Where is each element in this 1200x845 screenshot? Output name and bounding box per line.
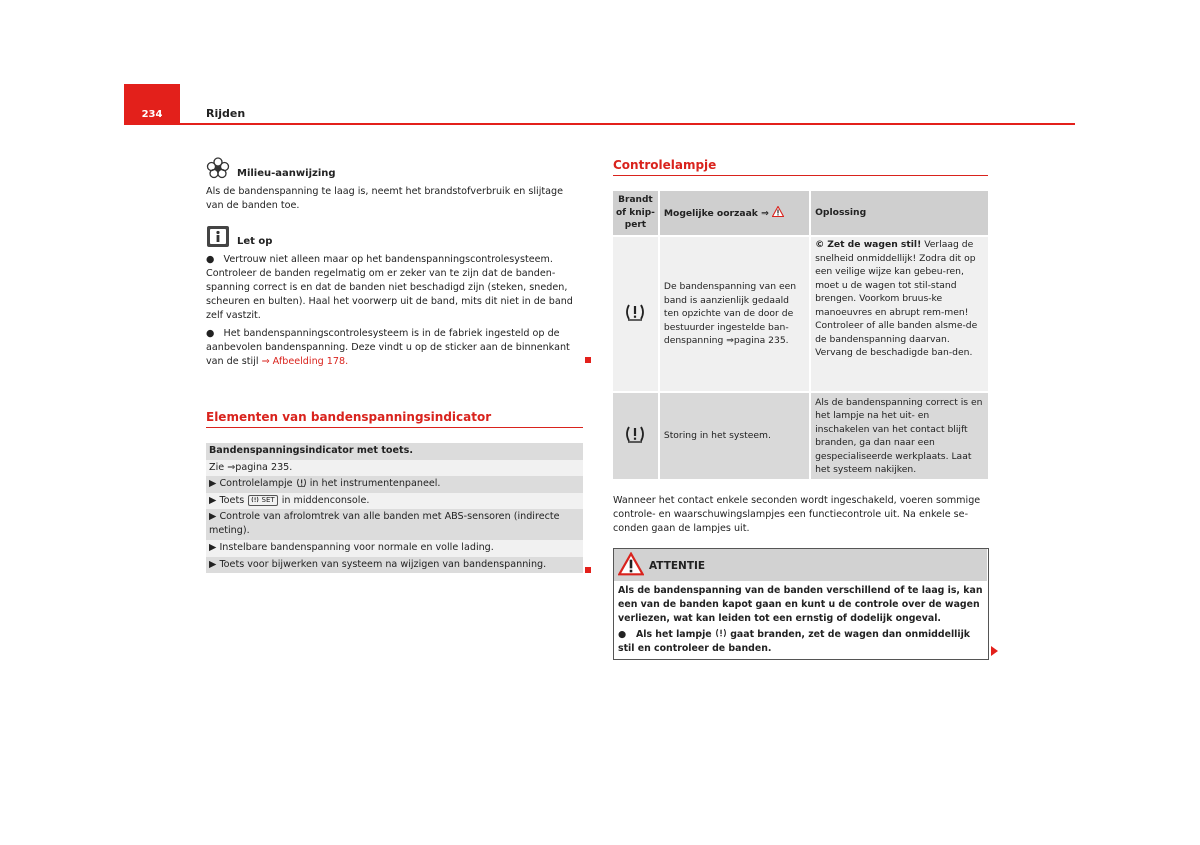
function-check-text: Wanneer het contact enkele seconden wordt ingeschakeld, voeren sommige controle- en waarschuwingslampjes een functiecontrole uit. Na enkele se-conden gaan de lampjes uit. — [613, 495, 981, 534]
item-text: in middenconsole. — [281, 494, 370, 506]
note-bullet-2-text: Het bandenspanningscontrolesysteem is in de fabriek ingesteld op de aanbevolen bandenspanning. Deze vindt u op de sticker aan de binnenkant van de stijl — [206, 328, 570, 367]
solution-cell — [810, 236, 988, 392]
attention-text — [618, 584, 984, 656]
warning-triangle-icon — [772, 208, 784, 219]
attention-paragraph: Als de bandenspanning van de banden verschillend of te laag is, kan een van de banden kapot gaan en kunt u de controle over de wagen verliezen, wat kan leiden tot een ernstig of dodelijk ongeval. — [618, 585, 983, 624]
bullet-arrow: ▶ — [209, 542, 220, 553]
page-reference: Zie ⇒pagina 235. — [209, 461, 293, 473]
end-of-section-marker — [585, 567, 591, 573]
table-row — [613, 236, 988, 392]
flower-icon — [206, 157, 230, 184]
section-rule — [613, 175, 988, 176]
header-oorzaak-text: Mogelijke oorzaak ⇒ — [663, 207, 769, 219]
bullet-dot: ● — [206, 328, 224, 339]
attention-bullet-text-b: gaat branden, zet de wagen dan onmiddellijk stil en controleer de banden. — [618, 629, 971, 654]
bullet-arrow: ▶ — [209, 478, 220, 489]
note-title: Let op — [237, 236, 273, 247]
solution-text-2: Controleer of alle banden alsme-de de bandenspanning daarvan. Vervang de beschadigde ban-den. — [815, 320, 978, 358]
table-row — [206, 460, 583, 477]
item-text: Instelbare bandenspanning voor normale en volle lading. — [219, 542, 494, 553]
env-note-title: Milieu-aanwijzing — [237, 168, 336, 179]
item-text: Controlelampje — [219, 478, 293, 489]
controlelampje-title: Controlelampje — [613, 158, 717, 172]
solution-text: Verlaag de snelheid onmiddellijk! Zodra dit op een veilige wijze kan gebeu-ren, moet u de wagen tot stil-stand brengen. Voorkom bruus-ke manoeuvres en abrupt rem-men! — [815, 239, 976, 318]
env-note-text: Als de bandenspanning te laag is, neemt het brandstofverbruik en slijtage van de banden toe. — [206, 186, 563, 211]
elements-table — [206, 443, 583, 573]
note-bullet-1 — [206, 253, 581, 323]
tire-pressure-warning-icon — [296, 478, 310, 489]
item-text: Toets voor bijwerken van systeem na wijzigen van bandenspanning. — [219, 558, 547, 570]
bullet-arrow: ▶ — [209, 511, 220, 522]
table-header: Bandenspanningsindicator met toets. — [206, 443, 583, 460]
stop-icon: © — [815, 239, 825, 250]
note-bullet-2 — [206, 327, 581, 369]
note-bullet-1-text: Vertrouw niet alleen maar op het bandenspanningscontrolesysteem. Controleer de banden regelmatig om er zeker van te zijn dat de banden-spanning correct is en dat de banden niet beschadigd zijn (steken, sneden, scheuren en bulten). Haal het voorwerp uit de band, mits dit niet in de band zelf vastzit. — [206, 254, 573, 321]
item-text: in het instrumentenpaneel. — [309, 478, 441, 489]
tire-pressure-warning-icon — [613, 236, 659, 392]
figure-178-link[interactable]: ⇒ Afbeelding 178. — [261, 356, 349, 367]
table-row — [206, 476, 583, 493]
chapter-title: Rijden — [206, 107, 246, 120]
section-rule — [206, 427, 583, 428]
table-row — [206, 557, 583, 574]
table-row — [613, 392, 988, 479]
cause-cell: De bandenspanning van een band is aanzienlijk gedaald ten opzichte van de door de bestuurder ingestelde ban-denspanning ⇒pagina 235. — [659, 236, 810, 392]
end-of-section-marker — [585, 357, 591, 363]
elements-section-title: Elementen van bandenspanningsindicator — [206, 410, 492, 424]
header-oorzaak — [659, 191, 810, 236]
solution-cell: Als de bandenspanning correct is en het lampje na het uit- en inschakelen van het contact blijft branden, ga dan naar een gespecialiseerde werkplaats. Laat het systeem nakijken. — [810, 392, 988, 479]
solution-bold: Zet de wagen stil! — [827, 239, 922, 250]
table-row — [206, 509, 583, 540]
header-oplossing: Oplossing — [810, 191, 988, 236]
table-row — [206, 493, 583, 510]
header-rule — [124, 123, 1075, 125]
page-number: 234 — [141, 109, 163, 120]
set-key-symbol — [248, 495, 277, 506]
tire-pressure-warning-icon — [613, 392, 659, 479]
warning-triangle-icon — [618, 552, 644, 581]
tire-pressure-warning-icon — [715, 629, 727, 640]
attention-bullet-text-a: Als het lampje — [635, 629, 712, 640]
set-key-label: SET — [261, 495, 275, 504]
controlelampje-table — [613, 191, 988, 479]
info-icon — [207, 226, 229, 247]
bullet-arrow: ▶ — [209, 494, 220, 506]
bullet-dot: ● — [618, 629, 636, 640]
item-text: Controle van afrolomtrek van alle banden met ABS-sensoren (indirecte meting). — [209, 511, 560, 536]
continue-arrow-icon — [991, 646, 998, 656]
cause-cell: Storing in het systeem. — [659, 392, 810, 479]
attention-bullet — [618, 628, 984, 656]
table-row — [206, 540, 583, 557]
attention-title: ATTENTIE — [649, 560, 706, 572]
item-text: Toets — [219, 494, 245, 506]
bullet-arrow: ▶ — [209, 558, 220, 570]
table-header-row — [613, 191, 988, 236]
bullet-dot: ● — [206, 254, 224, 265]
header-brandt: Brandt of knip-pert — [613, 191, 659, 236]
